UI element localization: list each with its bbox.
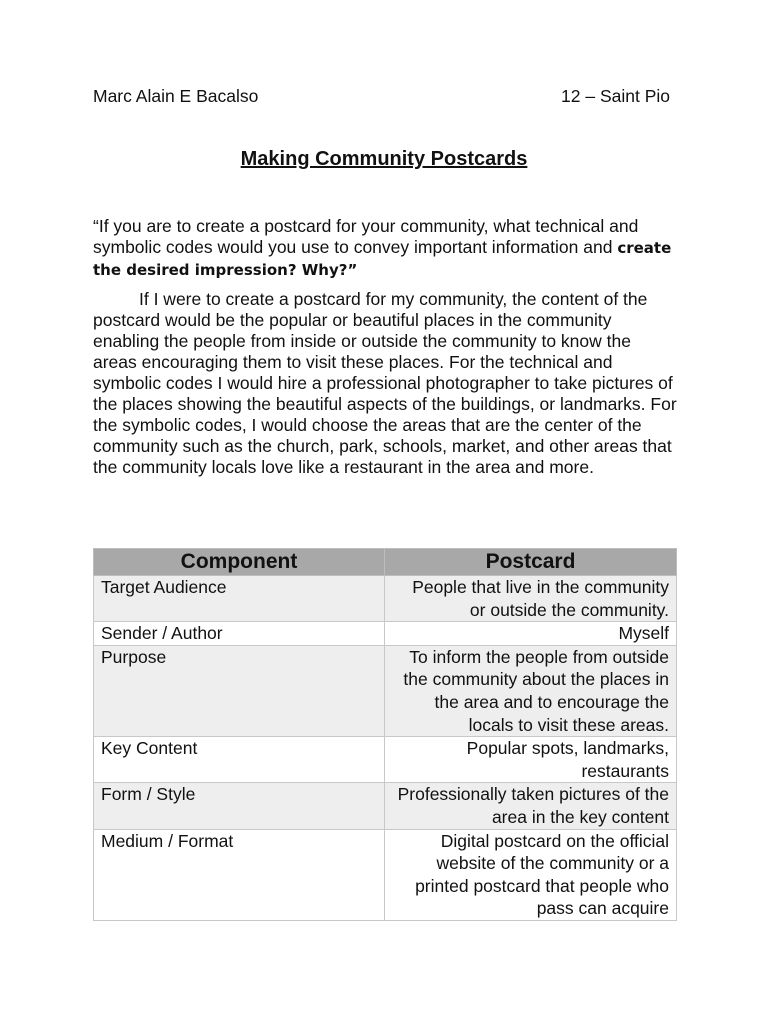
class-section: 12 – Saint Pio [561, 86, 670, 106]
components-table [93, 548, 677, 921]
postcard-cell: Myself [385, 622, 677, 646]
author-name: Marc Alain E Bacalso [93, 86, 259, 106]
document-header [93, 86, 670, 107]
postcard-cell: To inform the people from outside the community about the places in the area and to encourage the locals to visit these areas. [385, 645, 677, 736]
answer-paragraph: If I were to create a postcard for my community, the content of the postcard would be the popular or beautiful places in the community enabling the people from inside or outside the community to know the areas encouraging them to visit these places. For the technical and symbolic codes I would hire a professional photographer to take pictures of the places showing the beautiful aspects of the buildings, or landmarks. For the symbolic codes, I would choose the areas that are the center of the community such as the church, park, schools, market, and other areas that the community locals love like a restaurant in the area and more. [93, 289, 677, 477]
table-row [94, 829, 677, 920]
postcard-cell: Digital postcard on the official website of the community or a printed postcard that people who pass can acquire [385, 829, 677, 920]
postcard-cell: People that live in the community or outside the community. [385, 576, 677, 622]
table-row [94, 783, 677, 829]
component-cell: Purpose [94, 645, 385, 736]
postcard-cell: Professionally taken pictures of the area in the key content [385, 783, 677, 829]
component-cell: Target Audience [94, 576, 385, 622]
question-main: “If you are to create a postcard for your community, what technical and symbolic codes would you use to convey important information and [93, 216, 639, 257]
table-row [94, 622, 677, 646]
table-row [94, 737, 677, 783]
component-cell: Medium / Format [94, 829, 385, 920]
question-prompt [93, 216, 683, 281]
component-cell: Form / Style [94, 783, 385, 829]
column-header-component: Component [94, 549, 385, 576]
table-row [94, 645, 677, 736]
component-cell: Sender / Author [94, 622, 385, 646]
component-cell: Key Content [94, 737, 385, 783]
table-header-row [94, 549, 677, 576]
question-tail: create the desired impression? Why?” [93, 239, 672, 279]
column-header-postcard: Postcard [385, 549, 677, 576]
page-title: Making Community Postcards [240, 148, 528, 170]
table-row [94, 576, 677, 622]
postcard-cell: Popular spots, landmarks, restaurants [385, 737, 677, 783]
